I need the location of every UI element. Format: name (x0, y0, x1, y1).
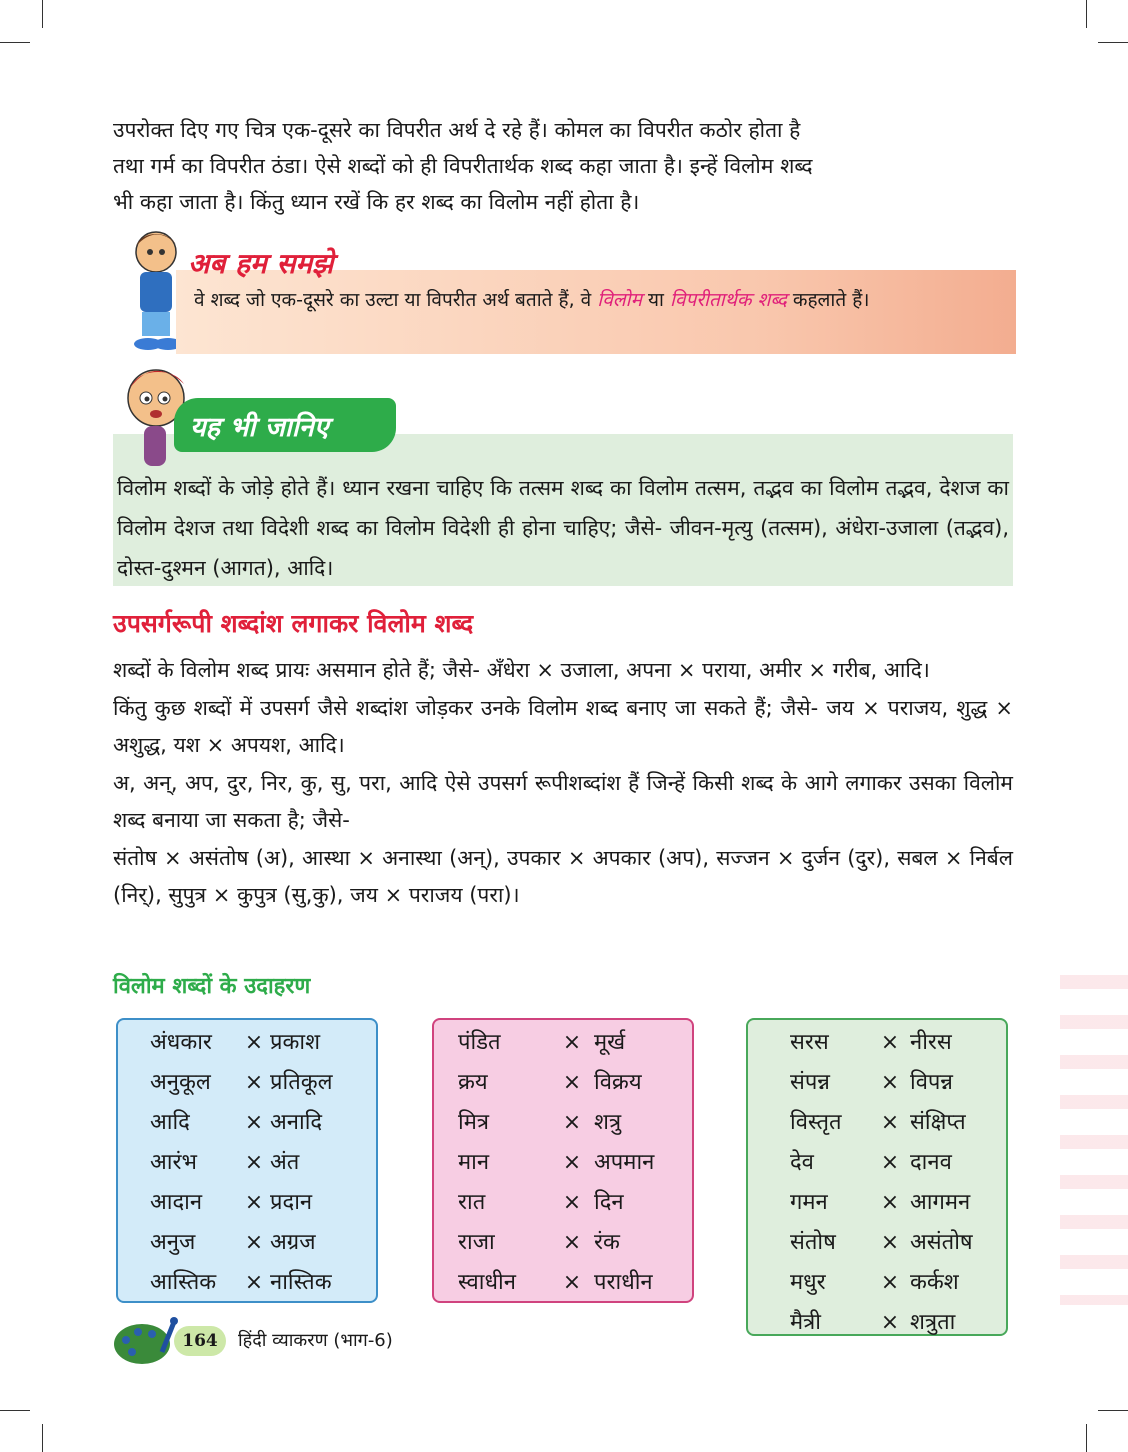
word-pair-row (748, 1306, 1006, 1346)
janiye-title: यह भी जानिए (190, 412, 329, 443)
opposite-sign: × (562, 1110, 582, 1135)
antonym: आगमन (910, 1190, 971, 1215)
antonym: शत्रुता (910, 1310, 956, 1335)
opposite-sign: × (244, 1030, 264, 1055)
opposite-sign: × (562, 1230, 582, 1255)
samjhe-text-part: या (641, 289, 670, 311)
word-box-3 (746, 1018, 1008, 1336)
word-pair-row (434, 1026, 692, 1066)
word: आस्तिक (150, 1270, 217, 1295)
word-pair-row (434, 1066, 692, 1106)
opposite-sign: × (880, 1150, 900, 1175)
opposite-sign: × (244, 1190, 264, 1215)
opposite-sign: × (880, 1270, 900, 1295)
samjhe-term-viparitarthak: विपरीतार्थक शब्द (669, 289, 787, 311)
crop-mark (0, 1410, 30, 1411)
book-title: हिंदी व्याकरण (भाग-6) (238, 1330, 393, 1351)
upsarg-paragraphs (113, 652, 1013, 915)
crop-mark (0, 42, 30, 43)
word-box-2 (432, 1018, 694, 1303)
intro-line: तथा गर्म का विपरीत ठंडा। ऐसे शब्दों को ही विपरीतार्थक शब्द कहा जाता है। इन्हें विलोम शब्द (113, 154, 813, 178)
antonym: नीरस (910, 1030, 952, 1055)
word-pair-row (748, 1226, 1006, 1266)
word-pair-row (748, 1066, 1006, 1106)
samjhe-title: अब हम समझे (188, 247, 334, 280)
word: मित्र (458, 1110, 489, 1135)
intro-paragraph (113, 112, 1013, 220)
antonym: अनादि (270, 1110, 323, 1135)
word: सरस (790, 1030, 829, 1055)
word: संपन्न (790, 1070, 830, 1095)
word: मधुर (790, 1270, 826, 1295)
word-pair-row (118, 1146, 376, 1186)
opposite-sign: × (880, 1190, 900, 1215)
word-pair-row (748, 1146, 1006, 1186)
word-pair-row (434, 1146, 692, 1186)
opposite-sign: × (880, 1230, 900, 1255)
opposite-sign: × (562, 1150, 582, 1175)
examples-heading: विलोम शब्दों के उदाहरण (113, 974, 311, 999)
crop-mark (1098, 1410, 1128, 1411)
word-pair-row (118, 1186, 376, 1226)
word-box-1 (116, 1018, 378, 1303)
word: मैत्री (790, 1310, 821, 1335)
word-pair-row (118, 1106, 376, 1146)
word-pair-row (748, 1266, 1006, 1306)
samjhe-text (194, 284, 994, 317)
word: आदि (150, 1110, 190, 1135)
antonym: विक्रय (594, 1070, 642, 1095)
word: मान (458, 1150, 490, 1175)
opposite-sign: × (244, 1110, 264, 1135)
crop-mark (42, 1424, 43, 1452)
upsarg-paragraph: अ, अन्, अप, दुर, निर, कु, सु, परा, आदि ऐसे उपसर्ग रूपीशब्दांश हैं जिन्हें किसी शब्द के आगे लगाकर उसका विलोम शब्द बनाया जा सकता है; जैसे- (113, 770, 1013, 832)
antonym: रंक (594, 1230, 620, 1255)
side-decoration (1060, 975, 1128, 1305)
crop-mark (1098, 42, 1128, 43)
antonym: मूर्ख (594, 1030, 626, 1055)
antonym: कर्कश (910, 1270, 959, 1295)
antonym: प्रकाश (270, 1030, 321, 1055)
word: अनुकूल (150, 1070, 211, 1095)
opposite-sign: × (244, 1270, 264, 1295)
antonym: अग्रज (270, 1230, 316, 1255)
word: आरंभ (150, 1150, 197, 1175)
samjhe-term-vilom: विलोम (597, 289, 642, 311)
opposite-sign: × (244, 1150, 264, 1175)
samjhe-text-part: वे शब्द जो एक-दूसरे का उल्टा या विपरीत अर्थ बताते हैं, वे (194, 289, 598, 311)
opposite-sign: × (562, 1070, 582, 1095)
opposite-sign: × (880, 1310, 900, 1335)
word: स्वाधीन (458, 1270, 516, 1295)
antonym: नास्तिक (270, 1270, 332, 1295)
page-number: 164 (174, 1326, 226, 1356)
opposite-sign: × (880, 1110, 900, 1135)
upsarg-paragraph: किंतु कुछ शब्दों में उपसर्ग जैसे शब्दांश जोड़कर उनके विलोम शब्द बनाए जा सकते हैं; जैसे- जय × पराजय, शुद्ध × अशुद्ध, यश × अपयश, आदि। (113, 695, 1013, 757)
section-heading: उपसर्गरूपी शब्दांश लगाकर विलोम शब्द (113, 609, 474, 638)
word-pair-row (434, 1186, 692, 1226)
opposite-sign: × (562, 1270, 582, 1295)
word-pair-row (748, 1106, 1006, 1146)
antonym: अंत (270, 1150, 300, 1175)
word: अनुज (150, 1230, 196, 1255)
opposite-sign: × (562, 1030, 582, 1055)
peacock-illustration (112, 1312, 182, 1368)
upsarg-paragraph: शब्दों के विलोम शब्द प्रायः असमान होते हैं; जैसे- अँधेरा × उजाला, अपना × पराया, अमीर × गरीब, आदि। (113, 658, 930, 682)
intro-line: उपरोक्त दिए गए चित्र एक-दूसरे का विपरीत अर्थ दे रहे हैं। कोमल का विपरीत कठोर होता है (113, 118, 801, 142)
word: गमन (790, 1190, 828, 1215)
word-pair-row (118, 1266, 376, 1306)
samjhe-text-part: कहलाते हैं। (786, 289, 870, 311)
antonym: अपमान (594, 1150, 655, 1175)
word-pair-row (434, 1106, 692, 1146)
word: क्रय (458, 1070, 488, 1095)
antonym: पराधीन (594, 1270, 653, 1295)
word-pair-row (118, 1026, 376, 1066)
word: रात (458, 1190, 486, 1215)
upsarg-paragraph: संतोष × असंतोष (अ), आस्था × अनास्था (अन्), उपकार × अपकार (अप), सज्जन × दुर्जन (दुर), सबल × निर्बल (निर्), सुपुत्र × कुपुत्र (सु,कु), जय × पराजय (परा)। (113, 845, 1013, 907)
word: पंडित (458, 1030, 501, 1055)
word: संतोष (790, 1230, 836, 1255)
word-pair-row (748, 1026, 1006, 1066)
word: आदान (150, 1190, 203, 1215)
word-pair-row (748, 1186, 1006, 1226)
antonym: विपन्न (910, 1070, 953, 1095)
antonym: प्रतिकूल (270, 1070, 333, 1095)
word-pair-row (434, 1266, 692, 1306)
opposite-sign: × (880, 1030, 900, 1055)
word: विस्तृत (790, 1110, 842, 1135)
word-pair-row (118, 1226, 376, 1266)
janiye-text: विलोम शब्दों के जोड़े होते हैं। ध्यान रखना चाहिए कि तत्सम शब्द का विलोम तत्सम, तद्भव का विलोम तद्भव, देशज का विलोम देशज तथा विदेशी शब्द का विलोम विदेशी ही होना चाहिए; जैसे- जीवन-मृत्यु (तत्सम), अंधेरा-उजाला (तद्भव), दोस्त-दुश्मन (आगत), आदि। (117, 476, 1009, 580)
antonym: प्रदान (270, 1190, 313, 1215)
crop-mark (42, 0, 43, 28)
opposite-sign: × (244, 1070, 264, 1095)
crop-mark (1086, 0, 1087, 28)
word-pair-row (118, 1066, 376, 1106)
opposite-sign: × (562, 1190, 582, 1215)
opposite-sign: × (880, 1070, 900, 1095)
word: राजा (458, 1230, 495, 1255)
word: देव (790, 1150, 814, 1175)
word-pair-row (434, 1226, 692, 1266)
antonym: शत्रु (594, 1110, 622, 1135)
antonym: दानव (910, 1150, 952, 1175)
antonym: संक्षिप्त (910, 1110, 966, 1135)
opposite-sign: × (244, 1230, 264, 1255)
crop-mark (1086, 1424, 1087, 1452)
word: अंधकार (150, 1030, 212, 1055)
antonym: असंतोष (910, 1230, 973, 1255)
intro-line: भी कहा जाता है। किंतु ध्यान रखें कि हर शब्द का विलोम नहीं होता है। (113, 190, 640, 214)
antonym: दिन (594, 1190, 624, 1215)
